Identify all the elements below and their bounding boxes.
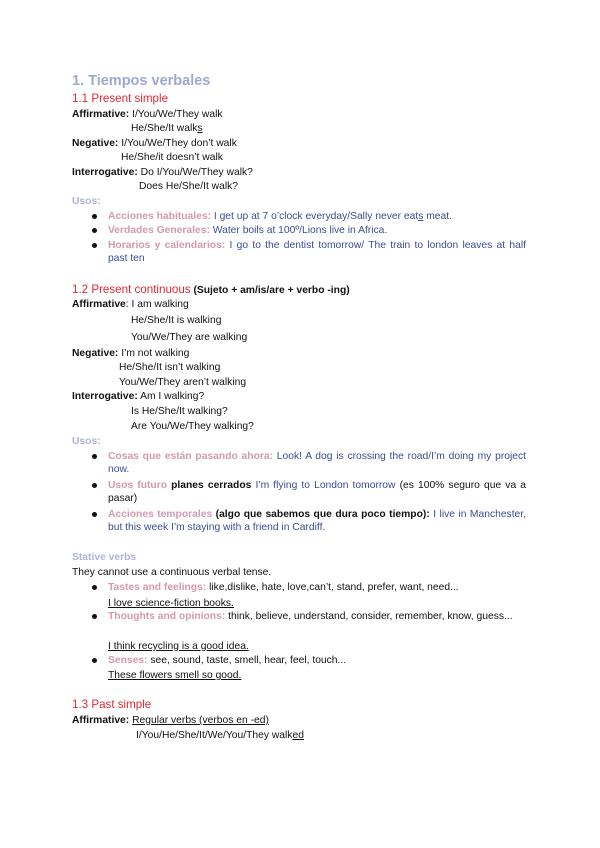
negative-label: Negative: bbox=[72, 138, 119, 149]
ps-uso-horarios: Horarios y calendarios: I go to the dentist tomorrow/ The train to london leaves at half past ten bbox=[108, 240, 526, 264]
bullet-icon bbox=[92, 214, 97, 219]
past-affirmative-line2: I/You/He/She/It/We/You/They walked bbox=[136, 730, 304, 741]
bullet-icon bbox=[92, 454, 97, 459]
stative-thoughts: Thoughts and opinions: think, believe, understand, consider, remember, know, guess... bbox=[108, 611, 513, 622]
stative-intro: They cannot use a continuous verbal tense. bbox=[72, 567, 272, 578]
bullet-icon bbox=[92, 658, 97, 663]
pc-interrogative-line2: Is He/She/It walking? bbox=[131, 406, 228, 417]
ps-negative-line2: He/She/it doesn’t walk bbox=[121, 152, 223, 163]
bullet-icon bbox=[92, 585, 97, 590]
interrogative-label: Interrogative: bbox=[72, 167, 138, 178]
usos-label: Usos: bbox=[72, 196, 101, 207]
stative-thoughts-example: I think recycling is a good idea. bbox=[108, 641, 249, 652]
pc-affirmative-line1: Affirmative: I am walking bbox=[72, 299, 189, 310]
pc-uso-temporales: Acciones temporales (algo que sabemos que dura poco tiempo): I live in Manchester, but this week I’m staying with a friend in Cardiff. bbox=[108, 509, 527, 533]
heading-past-simple: 1.3 Past simple bbox=[72, 698, 152, 711]
stative-tastes: Tastes and feelings: like,dislike, hate, love,can’t, stand, prefer, want, need... bbox=[108, 582, 459, 593]
stative-tastes-example: I love science-fiction books. bbox=[108, 598, 234, 609]
pc-affirmative-line2: He/She/It is walking bbox=[131, 315, 222, 326]
stative-senses-example: These flowers smell so good. bbox=[108, 670, 242, 681]
ps-interrogative-line1: Interrogative: Do I/You/We/They walk? bbox=[72, 167, 253, 178]
section-title: 1. Tiempos verbales bbox=[72, 73, 211, 89]
pc-negative-line3: You/We/They aren’t walking bbox=[119, 377, 247, 388]
bullet-icon bbox=[92, 512, 97, 517]
ps-affirmative-line2: He/She/It walks bbox=[131, 123, 203, 134]
pc-affirmative-line3: You/We/They are walking bbox=[131, 332, 248, 343]
ps-interrogative-line2: Does He/She/It walk? bbox=[139, 181, 239, 192]
pc-interrogative-line1: Interrogative: Am I walking? bbox=[72, 391, 205, 402]
bullet-icon bbox=[92, 483, 97, 488]
pc-interrogative-line3: Are You/We/They walking? bbox=[131, 421, 254, 432]
heading-stative-verbs: Stative verbs bbox=[72, 552, 137, 563]
bullet-icon bbox=[92, 614, 97, 619]
heading-present-continuous: 1.2 Present continuous (Sujeto + am/is/are + verbo -ing) bbox=[72, 283, 350, 296]
bullet-icon bbox=[92, 243, 97, 248]
heading-present-simple: 1.1 Present simple bbox=[72, 92, 169, 105]
pc-negative-line2: He/She/It isn’t walking bbox=[119, 362, 221, 373]
stative-senses: Senses: see, sound, taste, smell, hear, feel, touch... bbox=[108, 655, 347, 666]
past-affirmative-line1: Affirmative: Regular verbs (verbos en -ed) bbox=[72, 715, 269, 726]
ps-affirmative-line1: Affirmative: I/You/We/They walk bbox=[72, 109, 223, 120]
bullet-icon bbox=[92, 228, 97, 233]
pc-negative-line1: Negative: I’m not walking bbox=[72, 348, 190, 359]
pc-uso-futuro: Usos futuro planes cerrados I’m flying to London tomorrow (es 100% seguro que va a pasar) bbox=[108, 480, 526, 504]
ps-uso-habituales: Acciones habituales: I get up at 7 o’clock everyday/Sally never eats meat. bbox=[108, 211, 452, 222]
usos-label: Usos: bbox=[72, 436, 101, 447]
affirmative-label: Affirmative: bbox=[72, 109, 130, 120]
pc-uso-ahora: Cosas que están pasando ahora: Look! A dog is crossing the road/I’m doing my project now. bbox=[108, 451, 526, 475]
ps-uso-verdades: Verdades Generales: Water boils at 100º/Lions live in Africa. bbox=[108, 225, 388, 236]
ps-negative-line1: Negative: I/You/We/They don’t walk bbox=[72, 138, 237, 149]
